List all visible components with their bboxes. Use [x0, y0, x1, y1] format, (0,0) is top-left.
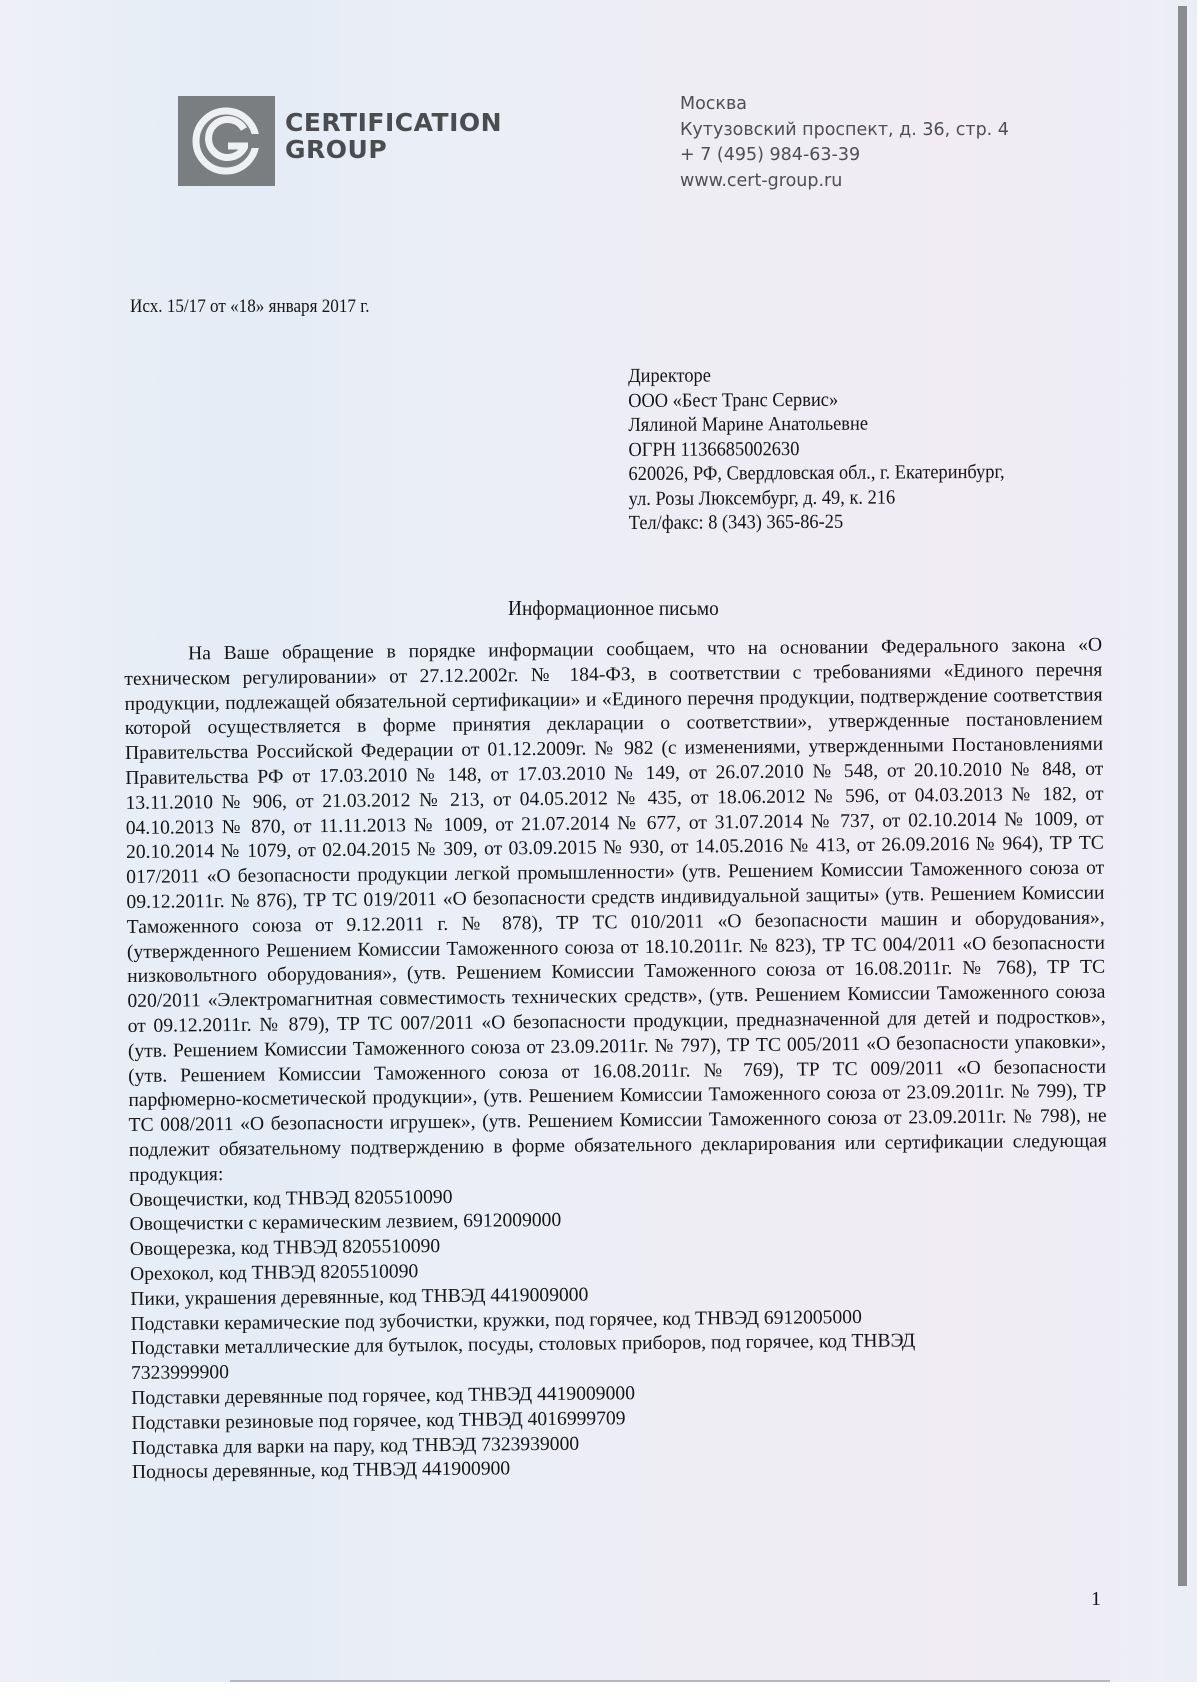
list-item: Подносы деревянные, код ТНВЭД 441900900 [131, 1458, 511, 1484]
list-item: Подставки резиновые под горячее, код ТНВЭД 4016999709 [131, 1407, 626, 1434]
addressee-line: ОГРН 1136685002630 [628, 437, 800, 461]
addressee-line: Лялиной Марине Анатольевне [628, 412, 869, 436]
list-item: Овощечистки, код ТНВЭД 8205510090 [129, 1186, 453, 1211]
list-item: Овощерезка, код ТНВЭД 8205510090 [129, 1236, 441, 1261]
list-item: Орехокол, код ТНВЭД 8205510090 [129, 1261, 419, 1285]
addressee-block [628, 362, 1005, 536]
list-item: Подставки металлические для бутылок, посуды, столовых приборов, под горячее, код ТНВЭД [130, 1330, 916, 1360]
scan-edge-bottom [230, 1680, 1110, 1682]
letterhead-contacts [680, 92, 1009, 194]
list-item: Подставки деревянные под горячее, код ТНВЭД 4419009000 [131, 1383, 636, 1409]
company-phone: + 7 (495) 984-63-39 [680, 145, 861, 165]
company-address: Кутузовский проспект, д. 36, стр. 4 [680, 119, 1009, 140]
outgoing-reference: Исх. 15/17 от «18» января 2017 г. [130, 296, 370, 317]
logo-mark-icon [178, 96, 275, 186]
addressee-line: Директоре [628, 364, 711, 387]
scan-edge-right [1178, 6, 1187, 1586]
addressee-line: ООО «Бест Транс Сервис» [628, 388, 839, 412]
list-item: Овощечистки с керамическим лезвием, 6912009000 [129, 1210, 562, 1236]
addressee-line: 620026, РФ, Свердловская обл., г. Екатеринбург, [628, 460, 1005, 485]
city: Москва [680, 94, 748, 114]
addressee-line: Тел/факс: 8 (343) 365-86-25 [628, 510, 844, 534]
list-item: 7323999900 [130, 1362, 230, 1385]
company-website: www.cert-group.ru [680, 170, 843, 191]
letter-body [124, 634, 1110, 1486]
list-item: Подставка для варки на пару, код ТНВЭД 7323939000 [131, 1433, 580, 1459]
addressee-line: ул. Розы Люксембург, д. 49, к. 216 [628, 485, 896, 510]
brand-name [285, 109, 502, 163]
brand-line-1: CERTIFICATION [285, 108, 503, 137]
brand-line-2: GROUP [285, 135, 388, 164]
document-title: Информационное письмо [508, 596, 719, 620]
cg-logo-icon [178, 96, 275, 186]
list-item: Подставки керамические под зубочистки, кружки, под горячее, код ТНВЭД 6912005000 [130, 1306, 862, 1335]
page-number: 1 [1091, 1588, 1101, 1610]
body-paragraph: На Ваше обращение в порядке информации сообщаем, что на основании Федерального закона «О техническом регулировании» от 27.12.2002г. № 184-ФЗ, в соответствии с требованиями «Единого перечня продукции, подлежащей обязательной сертификации» и «Единого перечня продукции, подтверждение соответствия которой осуществляется в форме принятия декларации о соответствии», утвержденные постановлением Правительства Российской Федерации от 01.12.2009г. № 982 (с изменениями, утвержденными Постановлениями Правительства РФ от 17.03.2010 № 148, от 17.03.2010 № 149, от 26.07.2010 № 548, от 20.10.2010 № 848, от 13.11.2010 № 906, от 21.03.2012 № 213, от 04.05.2012 № 435, от 18.06.2012 № 596, от 04.03.2013 № 182, от 04.10.2013 № 870, от 11.11.2013 № 1009, от 21.07.2014 № 677, от 31.07.2014 № 737, от 02.10.2014 № 1009, от 20.10.2014 № 1079, от 02.04.2015 № 309, от 03.09.2015 № 930, от 14.05.2016 № 413, от 26.09.2016 № 964), ТР ТС 017/2011 «О безопасности продукции легкой промышленности» (утв. Решением Комиссии Таможенного союза от 09.12.2011г. № 876), ТР ТС 019/2011 «О безопасности средств индивидуальной защиты» (утв. Решением Комиссии Таможенного союза от 9.12.2011 г. № 878), ТР ТС 010/2011 «О безопасности машин и оборудования», (утвержденного Решением Комиссии Таможенного союза от 18.10.2011г. № 823), ТР ТС 004/2011 «О безопасности низковольтного оборудования», (утв. Решением Комиссии Таможенного союза от 16.08.2011г. № 768), ТР ТС 020/2011 «Электромагнитная совместимость технических средств», (утв. Решением Комиссии Таможенного союза от 09.12.2011г. № 879), ТР ТС 007/2011 «О безопасности продукции, предназначенной для детей и подростков», (утв. Решением Комиссии Таможенного союза от 23.09.2011г. № 797), ТР ТС 005/2011 «О безопасности упаковки», (утв. Решением Комиссии Таможенного союза от 16.08.2011г. № 769), ТР ТС 009/2011 «О безопасности парфюмерно-косметической продукции», (утв. Решением Комиссии Таможенного союза от 23.09.2011г. № 799), ТР ТС 008/2011 «О безопасности игрушек», (утв. Решением Комиссии Таможенного союза от 23.09.2011г. № 798), не подлежит обязательному подтверждению в форме обязательного декларирования или сертификации следующая продукция: [124, 634, 1107, 1186]
list-item: Пики, украшения деревянные, код ТНВЭД 4419009000 [130, 1284, 589, 1310]
product-list [129, 1179, 1110, 1486]
